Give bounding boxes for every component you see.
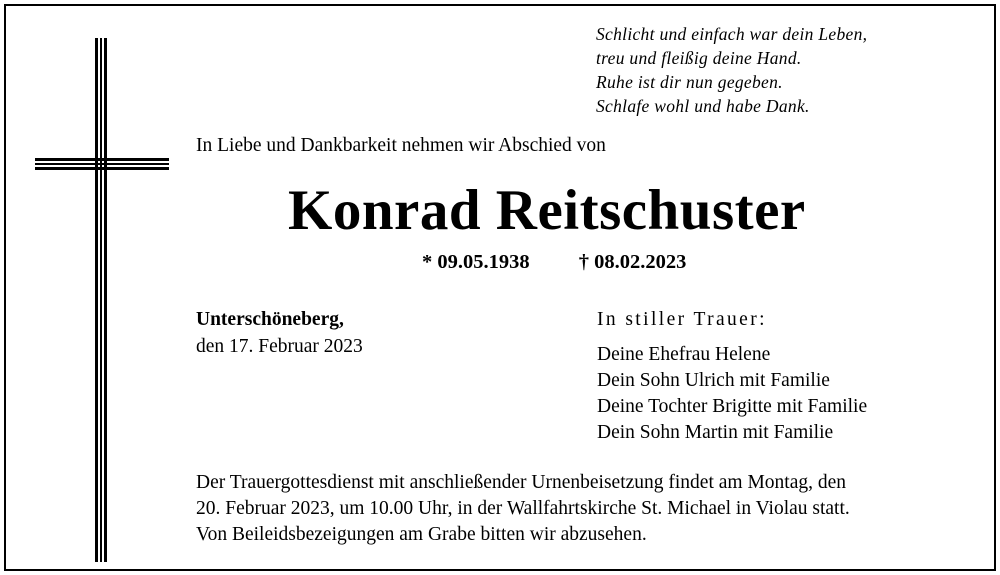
birth-date: * 09.05.1938: [422, 251, 530, 273]
place-name: Unterschöneberg,: [196, 309, 344, 330]
mourner-item: Deine Tochter Brigitte mit Familie: [597, 396, 868, 417]
deceased-name: Konrad Reitschuster: [288, 179, 806, 242]
service-line: 20. Februar 2023, um 10.00 Uhr, in der Wallfahrtskirche St. Michael in Violau statt.: [196, 498, 850, 519]
service-notice: [196, 470, 850, 548]
life-dates: [422, 251, 686, 274]
service-line: Von Beileidsbezeigungen am Grabe bitten wir abzusehen.: [196, 524, 647, 545]
mourning-heading: In stiller Trauer:: [597, 309, 767, 330]
poem: [596, 22, 867, 118]
mourners-list: [597, 342, 867, 446]
poem-line: Schlafe wohl und habe Dank.: [596, 96, 810, 116]
cross-icon: [32, 36, 172, 566]
poem-line: treu und fleißig deine Hand.: [596, 48, 802, 68]
intro-text: In Liebe und Dankbarkeit nehmen wir Abschied von: [196, 135, 606, 156]
death-date: † 08.02.2023: [578, 251, 687, 273]
notice-date: den 17. Februar 2023: [196, 336, 363, 357]
poem-line: Schlicht und einfach war dein Leben,: [596, 24, 868, 44]
mourner-item: Deine Ehefrau Helene: [597, 344, 771, 365]
poem-line: Ruhe ist dir nun gegeben.: [596, 72, 783, 92]
mourner-item: Dein Sohn Ulrich mit Familie: [597, 370, 830, 391]
service-line: Der Trauergottesdienst mit anschließender Urnenbeisetzung findet am Montag, den: [196, 472, 847, 493]
mourner-item: Dein Sohn Martin mit Familie: [597, 422, 834, 443]
